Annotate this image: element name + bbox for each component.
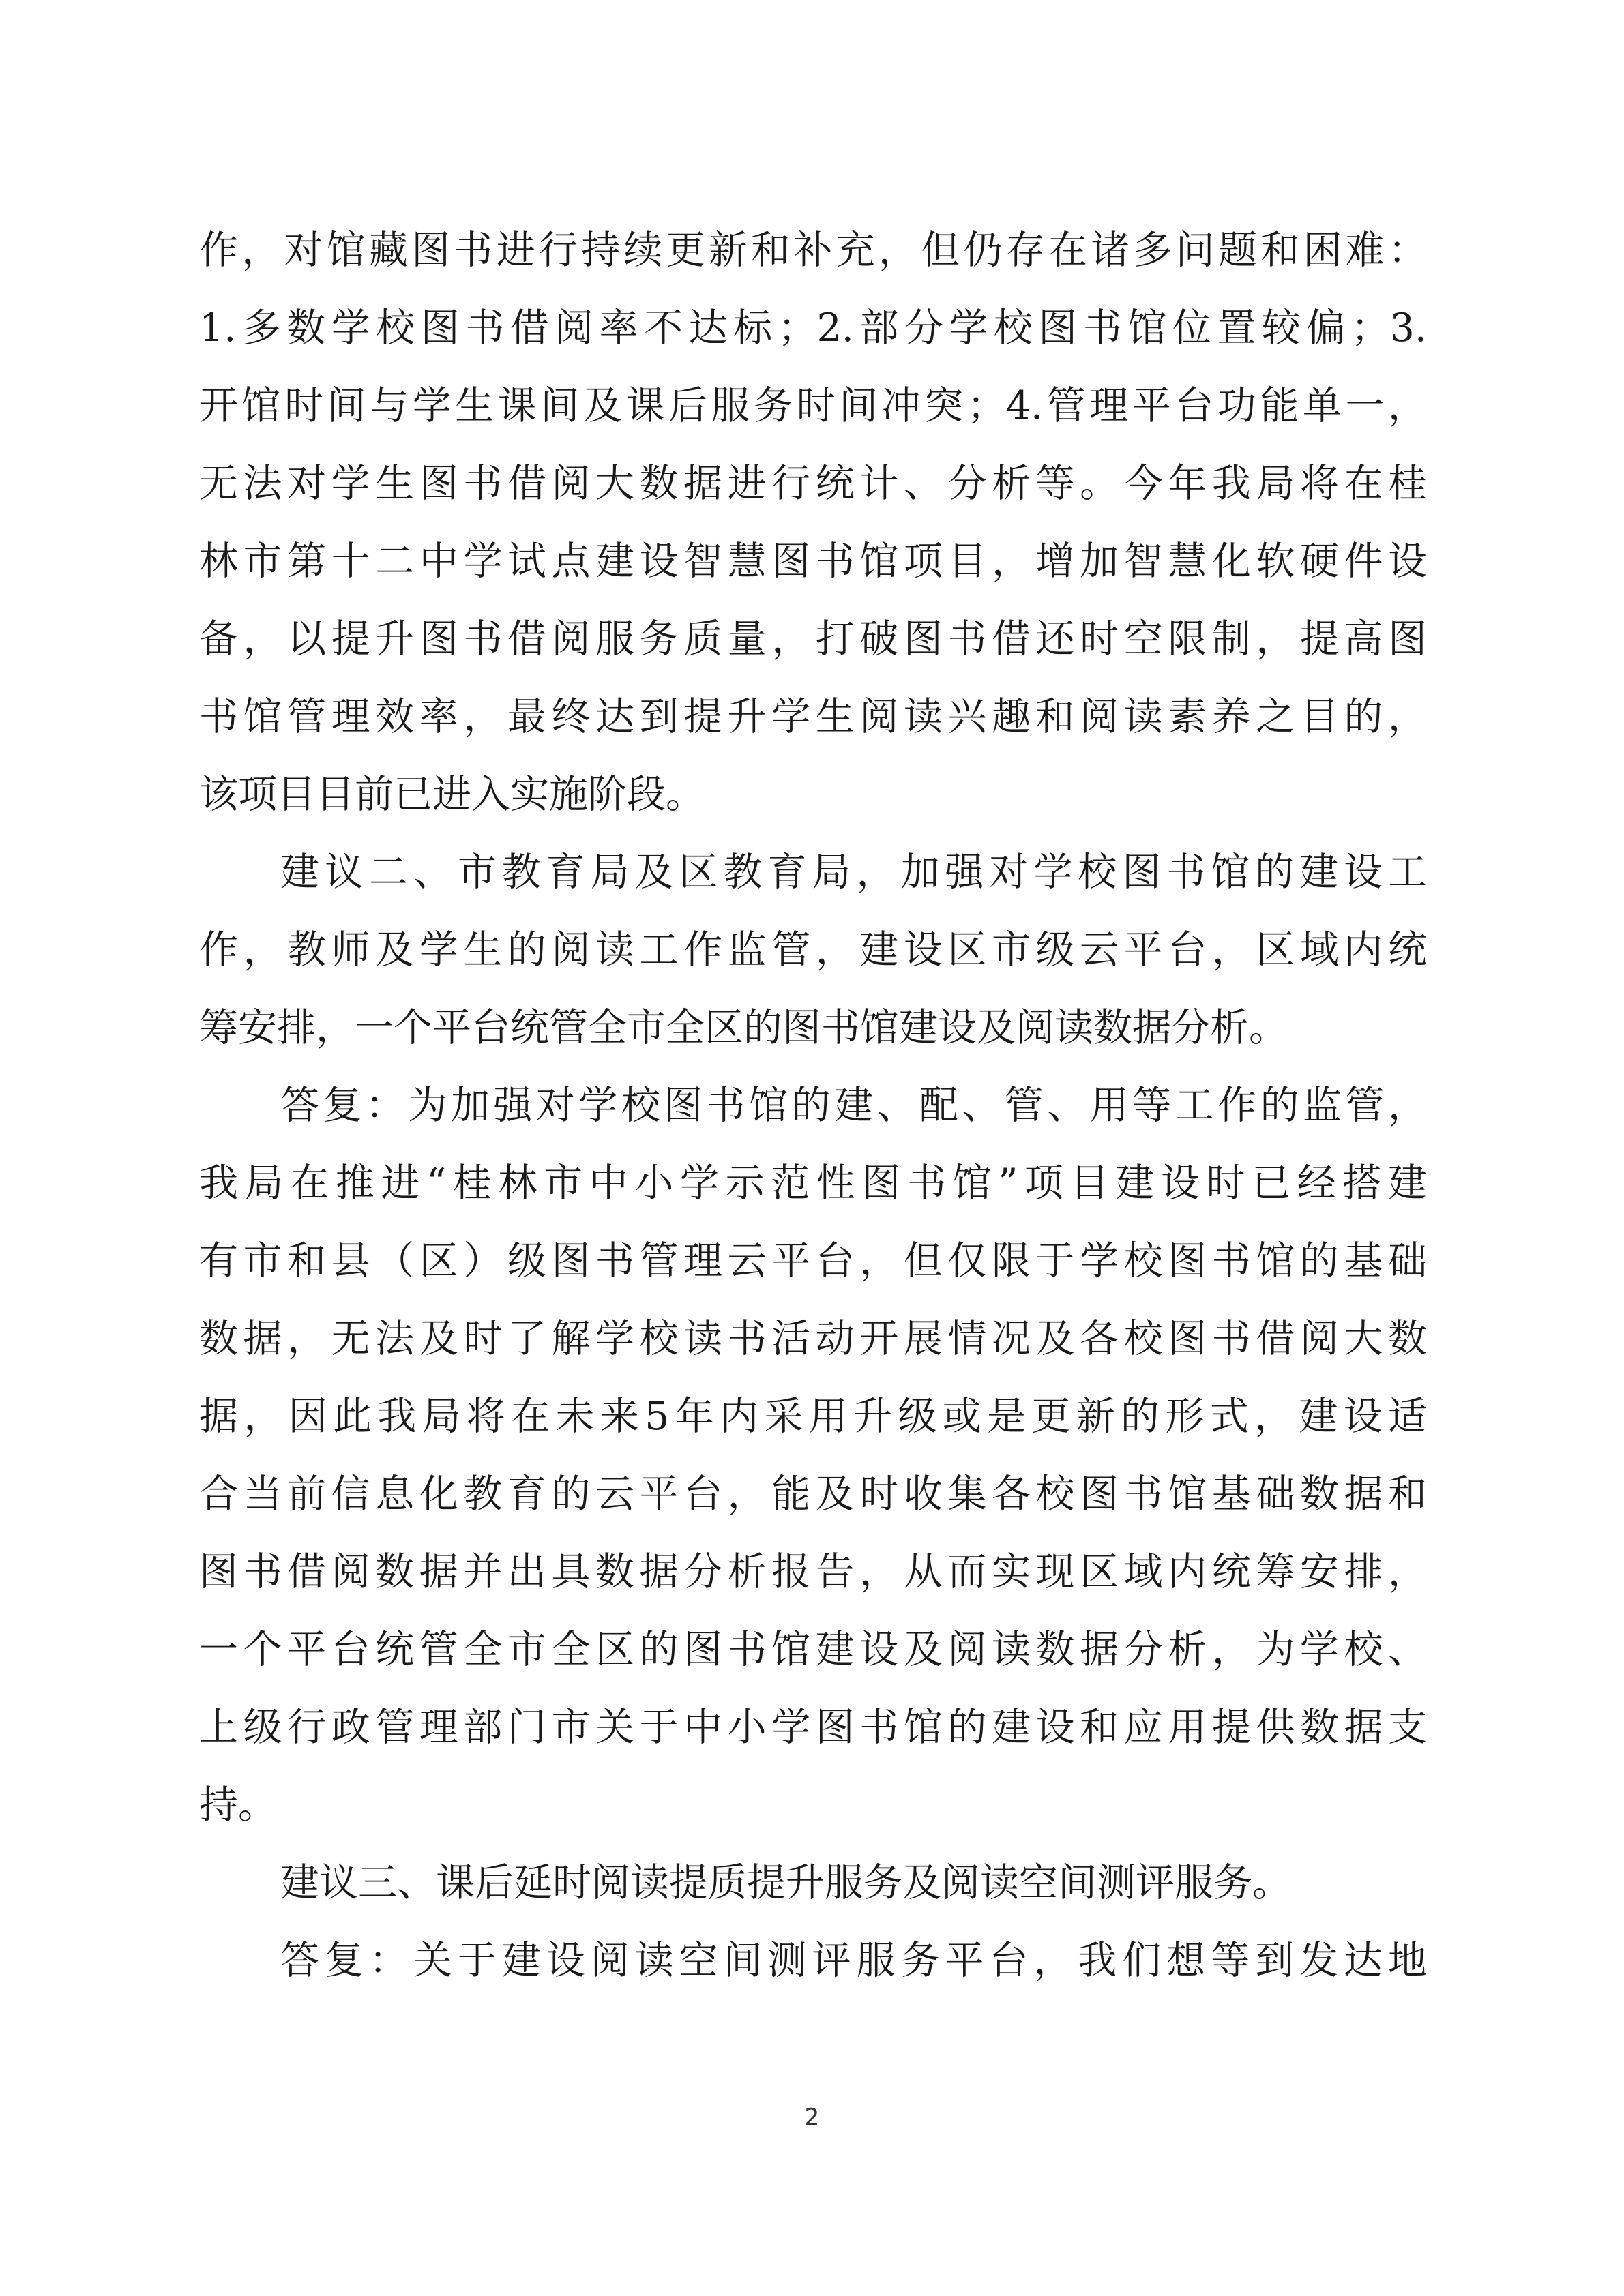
text-line: 备，以提升图书借阅服务质量，打破图书借还时空限制，提高图 [199, 616, 1427, 661]
text-line: 作，对馆藏图书进行持续更新和补充，但仍存在诸多问题和困难： [199, 228, 1427, 273]
text-line: 数据，无法及时了解学校读书活动开展情况及各校图书借阅大数 [199, 1316, 1427, 1361]
text-line: 该项目目前已进入实施阶段。 [199, 772, 705, 817]
suggestion-heading: 建议二、市教育局及区教育局，加强对学校图书馆的建设工 [280, 850, 1427, 895]
text-line: 林市第十二中学试点建设智慧图书馆项目，增加智慧化软硬件设 [199, 539, 1427, 584]
page-number: 2 [804, 2104, 820, 2131]
reply-heading: 答复：关于建设阅读空间测评服务平台，我们想等到发达地 [280, 1938, 1427, 1983]
suggestion-heading: 建议三、课后延时阅读提质提升服务及阅读空间测评服务。 [280, 1860, 1291, 1905]
text-line: 据，因此我局将在未来5年内采用升级或是更新的形式，建设适 [199, 1394, 1427, 1439]
text-line: 开馆时间与学生课间及课后服务时间冲突；4.管理平台功能单一， [199, 383, 1427, 428]
text-line: 合当前信息化教育的云平台，能及时收集各校图书馆基础数据和 [199, 1472, 1427, 1517]
text-line: 无法对学生图书借阅大数据进行统计、分析等。今年我局将在桂 [199, 461, 1427, 506]
text-line: 持。 [199, 1783, 277, 1828]
text-line: 1.多数学校图书借阅率不达标；2.部分学校图书馆位置较偏；3. [199, 305, 1427, 351]
text-line: 上级行政管理部门市关于中小学图书馆的建设和应用提供数据支 [199, 1705, 1427, 1750]
body-text [199, 211, 1427, 1999]
text-line: 图书借阅数据并出具数据分析报告，从而实现区域内统筹安排， [199, 1549, 1427, 1594]
text-line: 书馆管理效率，最终达到提升学生阅读兴趣和阅读素养之目的， [199, 694, 1427, 739]
text-line: 一个平台统管全市全区的图书馆建设及阅读数据分析，为学校、 [199, 1627, 1427, 1672]
text-line: 作，教师及学生的阅读工作监管，建设区市级云平台，区域内统 [199, 927, 1427, 972]
reply-heading: 答复：为加强对学校图书馆的建、配、管、用等工作的监管， [280, 1083, 1427, 1128]
text-line: 我局在推进“桂林市中小学示范性图书馆”项目建设时已经搭建 [199, 1161, 1427, 1206]
text-line: 有市和县（区）级图书管理云平台，但仅限于学校图书馆的基础 [199, 1238, 1427, 1283]
text-line: 筹安排，一个平台统管全市全区的图书馆建设及阅读数据分析。 [199, 1005, 1288, 1050]
